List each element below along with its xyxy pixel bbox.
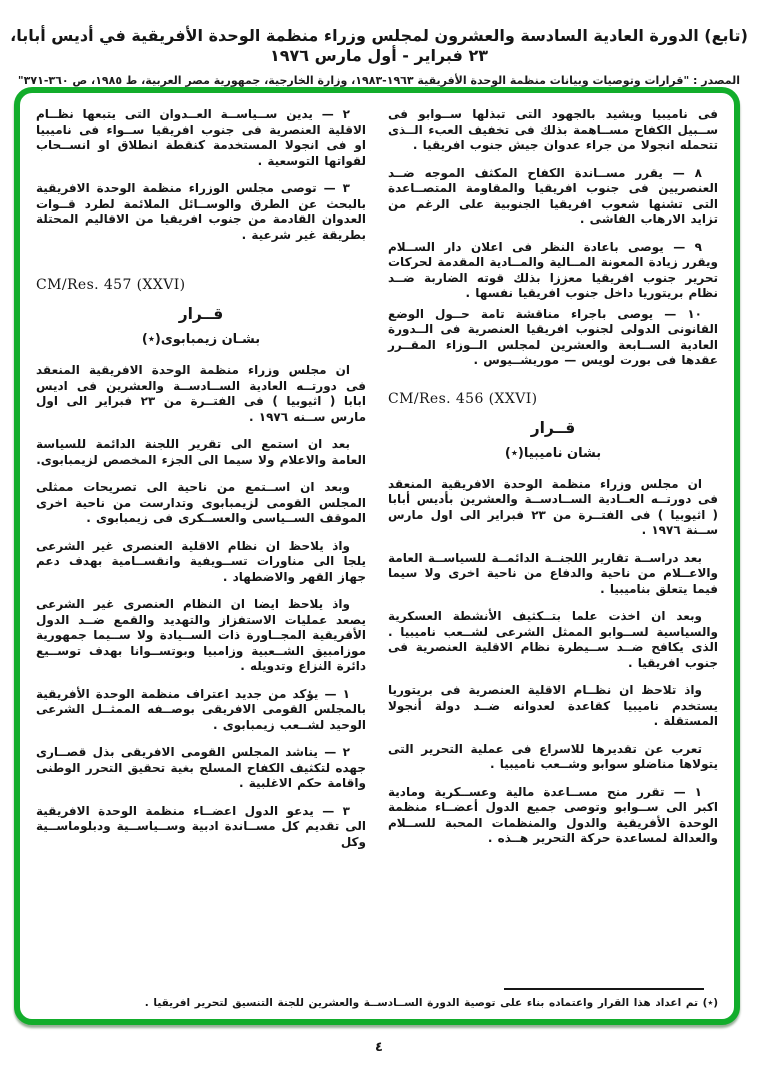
paragraph: ١ — تقرر منح مســاعدة مالية وعســكرية ومادية اكبر الى ســوابو وتوصى جميع الدول أعضــاء منظمة الوحدة الأفريقية والدول والمنظمات المحبة للســلام والعدالة لمساعدة حركة التحرير هــذه . xyxy=(388,784,718,845)
two-column-text xyxy=(36,107,718,955)
session-title: (تابع) الدورة العادية السادسة والعشرون لمجلس وزراء منظمة الوحدة الأفريقية في أديس أبابا، ٢٣ فبراير - أول مارس ١٩٧٦ xyxy=(10,26,748,65)
paragraph: بعد دراســة تقارير اللجنــة الدائمــة للسياســة العامة والاعــلام من ناحية والدفاع من ناحية اخرى ولا سيما فيما يتعلق بناميبيا . xyxy=(388,550,718,596)
resolution-ref-456: CM/Res. 456 (XXVI) xyxy=(388,390,538,407)
paragraph: وبعد ان اخذت علما بتــكثيف الأنشطة العسكرية والسياسية لســوابو الممثل الشرعى لشــعب ناميبيا . الذى يكافح ضــد ســيطرة نظام الاقلية العنصرية فى جنوب افريقيا . xyxy=(388,609,718,670)
page-number: ٤ xyxy=(375,1040,383,1055)
resolution-subtitle-namibia: بشان ناميبيا(٭) xyxy=(504,445,602,461)
resolution-subtitle-zimbabwe: بشـان زيمبابوى(٭) xyxy=(141,332,261,347)
paragraph: واذ تلاحظ ان نظــام الاقلية العنصرية فى بريتوريا يستخدم ناميبيا كقاعدة لعدوانه ضــد دولة أنجولا المستقلة . xyxy=(388,683,718,728)
paragraph: بعد ان استمع الى تقرير اللجنة الدائمة للسياسة العامة والاعلام ولا سيما الى الجزء المخصص لزيمبابوى. xyxy=(36,437,366,467)
paragraph: ٢ — يدين ســياســة العــدوان التى يتبعها نظــام الاقلية العنصرية فى جنوب افريقيا ســواء فى ناميبيا او فى انجولا المستخدمة كنقطة انطلاق او انســحاب لقواتها التوسعية . xyxy=(36,107,366,168)
paragraph: وبعد ان اســتمع من ناحية الى تصريحات ممثلى المجلس القومى لزيمبابوى وتدارست من ناحية اخرى الموقف الســياسى والعســكرى فى زيمبابوى . xyxy=(36,480,366,525)
paragraph: ان مجلس وزراء منظمة الوحدة الافريقية المنعقد فى دورتــه العــادية الســادســة والعشرين بأديس أبابا ( اثيوبيا ) فى الفتــرة من ٢٣ فبراير الى اول مارس ســنة ١٩٧٦ . xyxy=(388,476,718,537)
paragraph: ١٠ — يوصى باجراء مناقشة تامة حــول الوضع القانونى الدولى لجنوب افريقيا العنصرية فى الــدورة العادية الســابعة والعشرين لمجلس الــوزاء المقــرر عقدها فى بورت لويس — موريشــيوس . xyxy=(388,306,718,367)
source-line: المصدر : "قرارات وتوصيات وبيانات منظمة الوحدة الأفريقية ١٩٦٣-١٩٨٣، وزارة الخارجية، جمهورية مصر العربية، ط ١٩٨٥، ص ٣٦٠-٣٧١" xyxy=(17,74,741,87)
resolution-title-namibia: قــرار xyxy=(530,418,576,437)
paragraph: ٣ — يدعو الدول اعضــاء منظمة الوحدة الافريقية الى تقديم كل مســاندة ادبية وســياســية ودبلوماســية وكل xyxy=(36,803,366,849)
paragraph: فى ناميبيا ويشيد بالجهود التى تبذلها ســوابو فى ســبيل الكفاح مســاهمة بذلك فى تخفيف العبء الــذى تتحمله انجولا من جراء عدوان جيش جنوب افريقيا . xyxy=(388,107,718,152)
paragraph: واذ يلاحظ ايضا ان النظام العنصرى غير الشرعى يصعد عمليات الاستفزاز والتهديد والقمع ضــد الدول الأفريقية المجــاورة ذات الســيادة ولا ســيما جمهورية موزامبيق الشــعبية وزامبيا وبوتســوانا بهدف توســيع دائرة النزاع وتدويله . xyxy=(36,597,366,673)
paragraph: ٩ — يوصى باعادة النظر فى اعلان دار الســلام ويقرر زيادة المعونة المــالية والمــادية المقدمة لحركات تحرير جنوب افريقيا معززا بذلك قوته الضاربة ضــد نظام بريتوريا داخل جنوب افريقيا نفسها . xyxy=(388,239,718,300)
footnote-separator xyxy=(504,988,704,991)
paragraph: ان مجلس وزراء منظمة الوحدة الافريقية المنعقد فى دورتــه العادية الســادســة والعشرين فى اديس ابابا ( اثيوبيا ) فى الفتــرة من ٢٣ فبراير الى اول مارس ســنه ١٩٧٦ . xyxy=(36,363,366,424)
paragraph: ٢ — يناشد المجلس القومى الافريقى بذل قصــارى جهده لتكثيف الكفاح المسلح بغية تحقيق التحرر الوطنى واقامة حكم الاغلبية . xyxy=(36,745,366,790)
paragraph: ٣ — توصى مجلس الوزراء منظمة الوحدة الافريقية بالبحث عن الطرق والوســائل الملائمة لطرد قــوات العدوان القادمة من جنوب افريقيا من الاقاليم المحتلة بطريقة غير شرعية . xyxy=(36,181,366,242)
resolution-title-zimbabwe: قــرار xyxy=(178,305,224,323)
column-left xyxy=(36,107,366,955)
paragraph: تعرب عن تقديرها للاسراع فى عملية التحرير التى يتولاها مناضلو سوابو وشــعب ناميبيا . xyxy=(388,741,718,771)
column-right xyxy=(388,107,718,955)
paragraph: واذ يلاحظ ان نظام الاقلية العنصرى غير الشرعى يلجا الى مناورات تســويفية وانقســامية بهدف دعم جهاز القهر والاضطهاد . xyxy=(36,538,366,584)
paragraph: ٨ — يقرر مســاندة الكفاح المكثف الموجه ضــد العنصريين فى جنوب افريقيا والمقاومة المتصــاعدة التى تشنها شعوب افريقيا الجنوبية على الرغم من تزايد الارهاب الفاشى . xyxy=(388,165,718,226)
resolution-ref-457: CM/Res. 457 (XXVI) xyxy=(36,277,186,293)
content-frame xyxy=(14,87,740,1025)
paragraph: ١ — يؤكد من جديد اعتراف منظمة الوحدة الأفريقية بالمجلس القومى الافريقى بوصــفه الممثــل الشرعى الوحيد لشــعب زيمبابوى . xyxy=(36,686,366,732)
page-header xyxy=(0,0,758,87)
footnote: (٭) تم اعداد هذا القرار واعتماده بناء على توصية الدورة الســادســة والعشرين للجنة التنسيق لتحرير افريقيا . xyxy=(144,997,718,1009)
footnote-block xyxy=(36,988,718,1010)
